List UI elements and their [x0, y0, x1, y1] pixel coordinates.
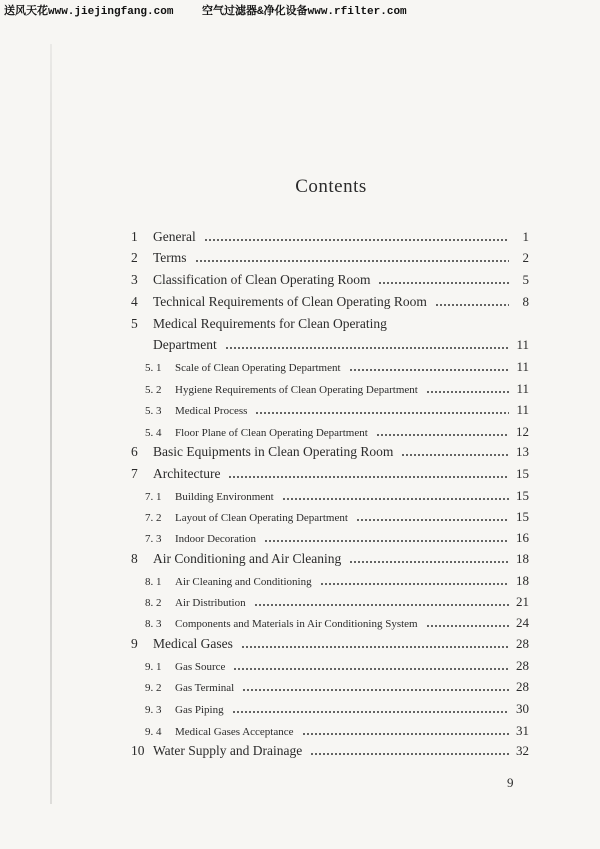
- toc-entry-number: 5: [131, 316, 138, 331]
- toc-entry-page: 2: [522, 250, 529, 265]
- toc-entry-title: Components and Materials in Air Conditioning System: [175, 618, 418, 630]
- toc-leader-dots: [435, 304, 509, 306]
- toc-entry: [131, 551, 529, 571]
- toc-entry-number: 2: [131, 250, 138, 265]
- toc-entry-title: Medical Gases Acceptance: [175, 726, 294, 738]
- toc-entry-page: 15: [516, 488, 529, 503]
- toc-leader-dots: [241, 646, 509, 648]
- toc-entry-number: 5. 1: [145, 362, 162, 374]
- toc-entry: [131, 636, 529, 656]
- toc-entry-page: 31: [516, 723, 529, 738]
- toc-leader-dots: [320, 583, 509, 585]
- toc-entry-title: Water Supply and Drainage: [153, 743, 303, 758]
- toc-entry-title: Floor Plane of Clean Operating Department: [175, 427, 368, 439]
- toc-entry-title: Hygiene Requirements of Clean Operating Department: [175, 384, 418, 396]
- toc-entry-title: Building Environment: [175, 491, 274, 503]
- toc-entry: [145, 488, 529, 508]
- toc-entry-page: 18: [516, 573, 529, 588]
- toc-entry-page: 32: [516, 743, 529, 758]
- toc-entry-page: 11: [516, 402, 529, 417]
- toc-entry-title: Medical Gases: [153, 636, 233, 651]
- toc-entry-title: Gas Terminal: [175, 682, 235, 694]
- page-number: 9: [507, 775, 514, 790]
- toc-leader-dots: [376, 434, 509, 436]
- page-title: Contents: [295, 176, 367, 197]
- toc-entry-title: Air Distribution: [175, 597, 246, 609]
- toc-entry-number: 8. 1: [145, 576, 162, 588]
- toc-leader-dots: [195, 260, 509, 262]
- toc-entry-title: Indoor Decoration: [175, 533, 256, 545]
- toc-entry: [131, 743, 529, 763]
- toc-entry: [145, 573, 529, 593]
- toc-entry-title: Classification of Clean Operating Room: [153, 272, 371, 287]
- toc-entry-number: 8. 3: [145, 618, 162, 630]
- toc-entry: [145, 509, 529, 529]
- toc-leader-dots: [426, 391, 509, 393]
- toc-leader-dots: [255, 412, 509, 414]
- toc-entry-page: 15: [516, 466, 529, 481]
- toc-entry-page: 28: [516, 679, 529, 694]
- toc-leader-dots: [254, 604, 509, 606]
- toc-entry-page: 13: [516, 444, 529, 459]
- page-header: [4, 2, 407, 18]
- toc-entry-title: Department: [153, 337, 217, 352]
- toc-leader-dots: [233, 668, 509, 670]
- toc-leader-dots: [302, 733, 510, 735]
- toc-entry-number: 8: [131, 551, 138, 566]
- toc-entry-title: Architecture: [153, 466, 221, 481]
- toc-entry-number: 9: [131, 636, 138, 651]
- toc-entry: [145, 658, 529, 678]
- toc-entry: [131, 444, 529, 464]
- toc-entry-title: Gas Source: [175, 661, 226, 673]
- toc-entry: [131, 272, 529, 292]
- toc-entry: [145, 402, 529, 422]
- toc-entry-number: 6: [131, 444, 138, 459]
- toc-leader-dots: [225, 347, 509, 349]
- toc-entry-number: 9. 3: [145, 704, 162, 716]
- toc-entry: [145, 359, 529, 379]
- toc-entry-number: 7. 2: [145, 512, 162, 524]
- toc-entry: [131, 316, 529, 336]
- toc-entry-title: Medical Process: [175, 405, 248, 417]
- toc-entry: [145, 679, 529, 699]
- toc-entry: [131, 250, 529, 270]
- toc-entry-number: 7: [131, 466, 138, 481]
- toc-entry-page: 11: [516, 359, 529, 374]
- toc-entry: [131, 466, 529, 486]
- toc-entry: [153, 337, 529, 357]
- toc-entry-page: 18: [516, 551, 529, 566]
- toc-entry-page: 28: [516, 636, 529, 651]
- toc-entry-title: Air Conditioning and Air Cleaning: [153, 551, 342, 566]
- toc-entry-title: Medical Requirements for Clean Operating: [153, 316, 387, 331]
- toc-entry-number: 8. 2: [145, 597, 162, 609]
- toc-entry-title: Basic Equipments in Clean Operating Room: [153, 444, 394, 459]
- toc-entry-title: Gas Piping: [175, 704, 224, 716]
- binding-shadow: [50, 44, 52, 804]
- toc-entry-number: 10: [131, 743, 145, 758]
- toc-entry-number: 1: [131, 229, 138, 244]
- toc-entry-page: 12: [516, 424, 529, 439]
- header-right-text: 空气过滤器&净化设备www.rfilter.com: [202, 6, 407, 18]
- toc-entry: [145, 530, 529, 550]
- toc-entry: [145, 381, 529, 401]
- toc-leader-dots: [232, 711, 509, 713]
- toc-entry-number: 7. 3: [145, 533, 162, 545]
- toc-entry-number: 5. 3: [145, 405, 162, 417]
- header-left-text: 送风天花www.jiejingfang.com: [4, 6, 174, 18]
- toc-leader-dots: [242, 689, 509, 691]
- toc-entry-title: General: [153, 229, 196, 244]
- toc-entry-title: Air Cleaning and Conditioning: [175, 576, 312, 588]
- toc-leader-dots: [401, 454, 509, 456]
- toc-leader-dots: [426, 625, 509, 627]
- toc-entry-title: Layout of Clean Operating Department: [175, 512, 348, 524]
- toc-entry-title: Technical Requirements of Clean Operating Room: [153, 294, 427, 309]
- toc-entry: [145, 594, 529, 614]
- toc-entry: [145, 723, 529, 743]
- toc-leader-dots: [228, 476, 509, 478]
- toc-entry-page: 5: [522, 272, 529, 287]
- toc-entry-number: 9. 1: [145, 661, 162, 673]
- toc-entry-title: Scale of Clean Operating Department: [175, 362, 341, 374]
- toc-entry-number: 7. 1: [145, 491, 162, 503]
- toc-entry-page: 8: [522, 294, 529, 309]
- toc-leader-dots: [310, 753, 509, 755]
- toc-leader-dots: [282, 498, 509, 500]
- toc-entry-page: 15: [516, 509, 529, 524]
- toc-entry: [131, 229, 529, 249]
- toc-entry-page: 16: [516, 530, 529, 545]
- toc-entry-number: 5. 2: [145, 384, 162, 396]
- toc-entry-page: 24: [516, 615, 529, 630]
- toc-leader-dots: [356, 519, 509, 521]
- toc-leader-dots: [264, 540, 509, 542]
- toc-entry-number: 3: [131, 272, 138, 287]
- toc-entry-page: 1: [522, 229, 529, 244]
- toc-entry: [131, 294, 529, 314]
- toc-entry: [145, 701, 529, 721]
- toc-entry-number: 5. 4: [145, 427, 162, 439]
- toc-entry: [145, 615, 529, 635]
- toc-leader-dots: [349, 369, 509, 371]
- toc-leader-dots: [378, 282, 509, 284]
- toc-entry-page: 28: [516, 658, 529, 673]
- toc-leader-dots: [204, 239, 509, 241]
- toc-entry-page: 11: [516, 381, 529, 396]
- toc-entry-page: 11: [516, 337, 529, 352]
- toc-entry-number: 4: [131, 294, 138, 309]
- toc-entry-page: 21: [516, 594, 529, 609]
- toc-leader-dots: [349, 561, 509, 563]
- toc-entry: [145, 424, 529, 444]
- toc-entry-number: 9. 2: [145, 682, 162, 694]
- toc-entry-page: 30: [516, 701, 529, 716]
- toc-entry-title: Terms: [153, 250, 187, 265]
- toc-entry-number: 9. 4: [145, 726, 162, 738]
